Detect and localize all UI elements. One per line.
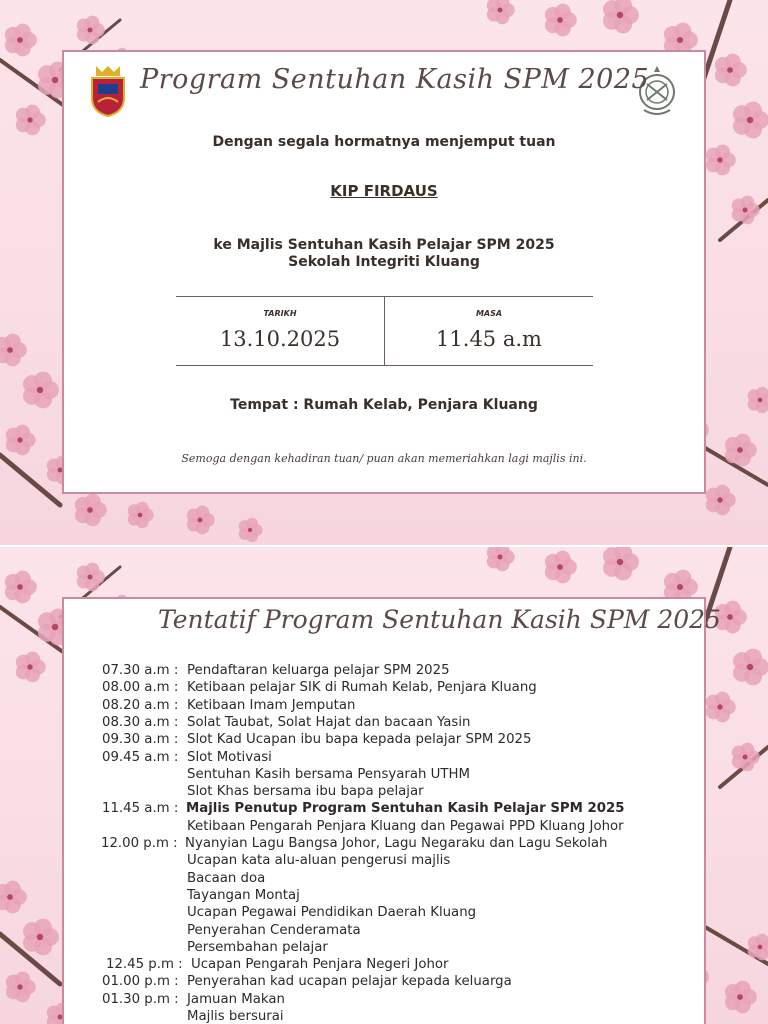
schedule-description: Tayangan Montaj <box>187 887 300 903</box>
schedule-row <box>102 818 702 835</box>
schedule-row <box>102 939 702 956</box>
cherry-blossom-icon <box>748 934 768 961</box>
greeting-text: Dengan segala hormatnya menjemput tuan <box>212 134 556 150</box>
schedule-description: Slot Motivasi <box>187 749 272 765</box>
tentative-title: Tentatif Program Sentuhan Kasih SPM 2025 <box>158 605 721 634</box>
schedule-description: Majlis Penutup Program Sentuhan Kasih Pelajar SPM 2025 <box>186 801 625 817</box>
cherry-blossom-icon <box>487 547 515 571</box>
schedule-description: Ketibaan Imam Jemputan <box>187 697 356 713</box>
cherry-blossom-icon <box>187 506 215 535</box>
schedule-time: 12.00 p.m : <box>101 836 178 851</box>
schedule-time: 08.30 a.m : <box>102 714 179 730</box>
cherry-blossom-icon <box>16 105 46 136</box>
cherry-blossom-icon <box>6 425 36 456</box>
schedule-row <box>106 956 706 973</box>
schedule-description: Ucapan Pegawai Pendidikan Daerah Kluang <box>187 905 477 921</box>
cherry-blossom-icon <box>487 0 515 24</box>
cherry-blossom-icon <box>128 502 154 529</box>
schedule-time: 01.00 p.m : <box>102 974 179 990</box>
schedule-row <box>102 662 702 679</box>
cherry-blossom-icon <box>725 981 757 1014</box>
event-line-2: Sekolah Integriti Kluang <box>288 254 480 270</box>
schedule-description: Penyerahan Cenderamata <box>187 922 361 938</box>
cherry-blossom-icon <box>733 649 768 686</box>
invitation-title: Program Sentuhan Kasih SPM 2025 <box>140 64 650 95</box>
schedule-description: Sentuhan Kasih bersama Pensyarah UTHM <box>187 766 471 782</box>
schedule-time: 12.45 p.m : <box>106 957 183 973</box>
cherry-blossom-icon <box>239 518 263 543</box>
schedule-time: 08.20 a.m : <box>102 697 179 713</box>
schedule-row <box>102 783 702 800</box>
schedule-row <box>102 991 702 1008</box>
closing-wish: Semoga dengan kehadiran tuan/ puan akan memeriahkan lagi majlis ini. <box>181 452 587 465</box>
cherry-blossom-icon <box>16 652 46 683</box>
schedule-row <box>102 800 702 817</box>
schedule-row <box>101 835 701 852</box>
schedule-row <box>102 714 702 731</box>
schedule-row <box>102 749 702 766</box>
schedule-row <box>102 697 702 714</box>
schedule-description: Bacaan doa <box>187 870 266 886</box>
schedule-row <box>102 731 702 748</box>
date-cell <box>176 297 384 365</box>
cherry-blossom-icon <box>5 24 37 57</box>
cherry-blossom-icon <box>603 547 639 580</box>
schedule-row <box>102 887 702 904</box>
cherry-blossom-icon <box>23 919 59 956</box>
schedule-description: Persembahan pelajar <box>187 939 328 955</box>
schedule-description: Ketibaan Pengarah Penjara Kluang dan Pegawai PPD Kluang Johor <box>187 818 624 834</box>
schedule-time: 09.30 a.m : <box>102 732 179 748</box>
schedule-row <box>102 852 702 869</box>
schedule-time: 07.30 a.m : <box>102 663 179 678</box>
schedule-time: 08.00 a.m : <box>102 680 179 696</box>
schedule-row <box>102 766 702 783</box>
schedule-description: Majlis bersurai <box>187 1009 284 1024</box>
guest-name: KIP FIRDAUS <box>330 182 438 200</box>
cherry-blossom-icon <box>5 571 37 604</box>
schedule-description: Ucapan Pengarah Penjara Negeri Johor <box>191 957 449 973</box>
schedule-description: Solat Taubat, Solat Hajat dan bacaan Yasin <box>187 714 471 730</box>
schedule-description: Slot Kad Ucapan ibu bapa kepada pelajar SPM 2025 <box>187 732 532 748</box>
cherry-blossom-icon <box>77 563 105 592</box>
schedule-row <box>102 904 702 921</box>
schedule-description: Pendaftaran keluarga pelajar SPM 2025 <box>187 663 450 678</box>
schedule-description: Ucapan kata alu-aluan pengerusi majlis <box>187 853 451 869</box>
schedule-row <box>102 870 702 887</box>
event-line-1: ke Majlis Sentuhan Kasih Pelajar SPM 2025 <box>213 237 555 253</box>
date-time-table <box>176 296 593 366</box>
schedule-description: Slot Khas bersama ibu bapa pelajar <box>187 784 424 800</box>
school-crest-icon <box>88 64 128 118</box>
cherry-blossom-icon <box>706 692 736 723</box>
time-cell <box>384 297 593 365</box>
schedule-description: Nyanyian Lagu Bangsa Johor, Lagu Negaraku dan Lagu Sekolah <box>185 836 608 851</box>
venue-text: Tempat : Rumah Kelab, Penjara Kluang <box>230 397 538 413</box>
schedule-time: 01.30 p.m : <box>102 991 179 1007</box>
date-label: TARIKH <box>263 309 297 318</box>
cherry-blossom-icon <box>732 743 760 772</box>
cherry-blossom-icon <box>0 881 27 914</box>
invitation-card <box>62 50 706 494</box>
schedule-time: 11.45 a.m : <box>102 801 179 817</box>
cherry-blossom-icon <box>545 4 577 37</box>
schedule-time: 09.45 a.m : <box>102 749 179 765</box>
cherry-blossom-icon <box>733 102 768 139</box>
cherry-blossom-icon <box>6 972 36 1003</box>
cherry-blossom-icon <box>77 16 105 45</box>
schedule-description: Jamuan Makan <box>187 991 285 1007</box>
cherry-blossom-icon <box>603 0 639 33</box>
cherry-blossom-icon <box>715 54 747 87</box>
schedule-description: Penyerahan kad ucapan pelajar kepada keluarga <box>187 974 512 990</box>
cherry-blossom-icon <box>545 551 577 584</box>
time-label: MASA <box>475 309 503 318</box>
schedule-row <box>102 922 702 939</box>
schedule-description: Ketibaan pelajar SIK di Rumah Kelab, Penjara Kluang <box>187 680 537 696</box>
schedule-row <box>102 1008 702 1024</box>
schedule-row <box>102 679 702 696</box>
cherry-blossom-icon <box>706 485 736 516</box>
cherry-blossom-icon <box>0 334 27 367</box>
time-value: 11.45 a.m <box>436 327 542 351</box>
date-value: 13.10.2025 <box>219 327 341 351</box>
schedule-row <box>102 973 702 990</box>
cherry-blossom-icon <box>75 494 107 527</box>
